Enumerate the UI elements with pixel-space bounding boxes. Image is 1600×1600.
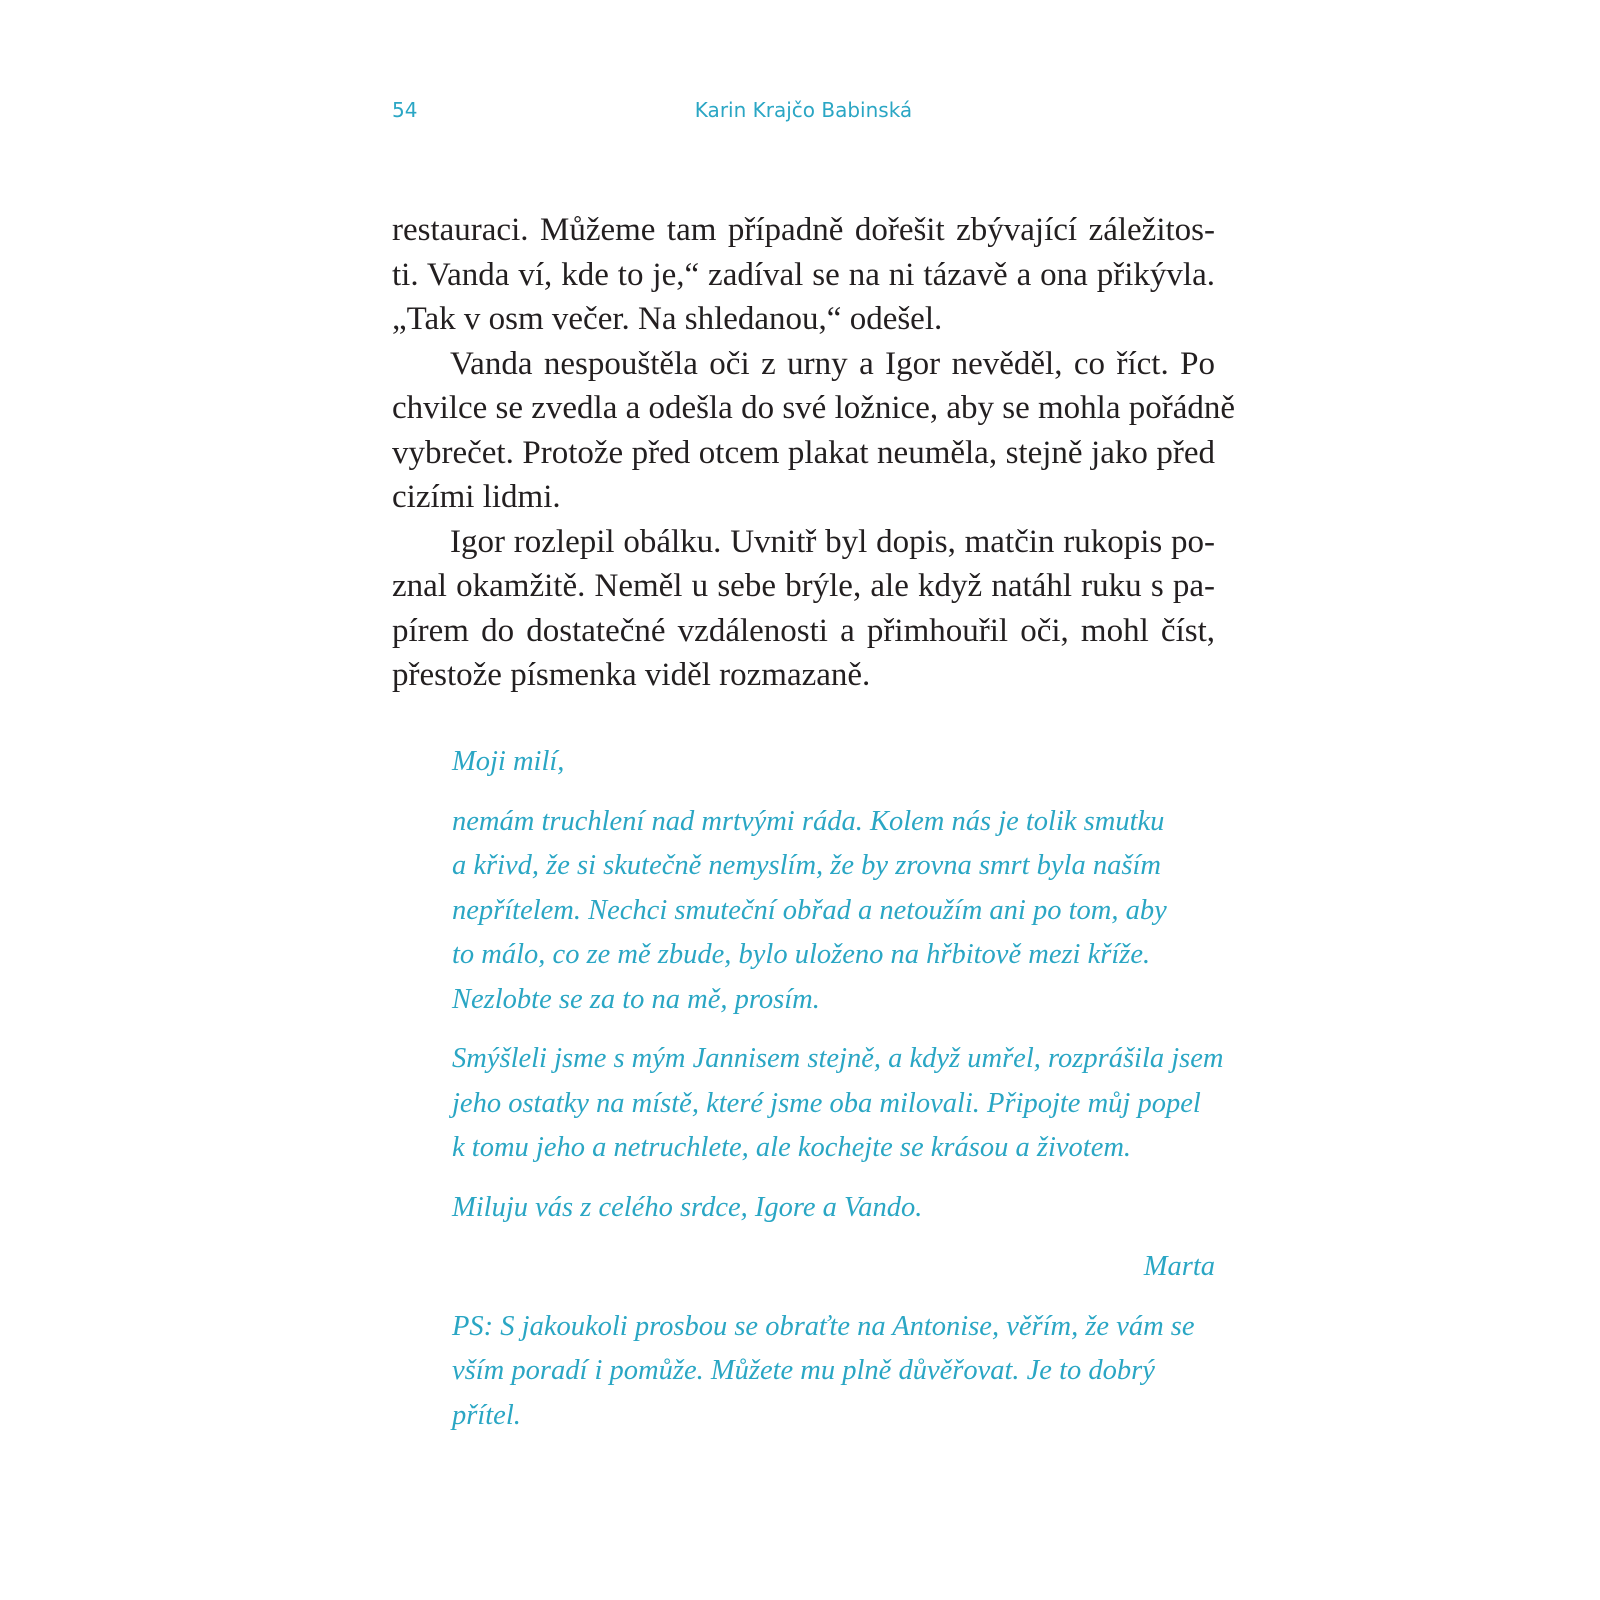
body-paragraph xyxy=(392,342,1235,520)
text-line: vybrečet. Protože před otcem plakat neuměla, stejně jako před xyxy=(392,434,1215,471)
letter-line: jeho ostatky na místě, které jsme oba milovali. Připojte můj popel xyxy=(452,1087,1201,1119)
signature-text: Marta xyxy=(1143,1251,1215,1282)
letter-paragraph xyxy=(452,800,1215,1023)
letter-postscript xyxy=(452,1305,1215,1439)
running-head-author: Karin Krajčo Babinská xyxy=(694,98,913,122)
letter-line: vším poradí i pomůže. Můžete mu plně důvěřovat. Je to dobrý xyxy=(452,1355,1155,1386)
text-line: restauraci. Můžeme tam případně dořešit zbývající záležitos- xyxy=(392,212,1215,248)
page-number: 54 xyxy=(392,98,418,122)
letter-paragraph xyxy=(452,1037,1224,1171)
letter-paragraph xyxy=(452,1186,1215,1231)
letter-line: Moji milí, xyxy=(452,746,565,777)
letter-line: PS: S jakoukoli prosbou se obraťte na Antonise, věřím, že vám se xyxy=(452,1310,1195,1342)
text-line: přestože písmenka viděl rozmazaně. xyxy=(392,657,871,693)
text-line: znal okamžitě. Neměl u sebe brýle, ale když natáhl ruku s pa- xyxy=(392,568,1215,604)
letter-line: Nezlobte se za to na mě, prosím. xyxy=(452,983,820,1015)
text-line: ti. Vanda ví, kde to je,“ zadíval se na ni tázavě a ona přikývla. xyxy=(392,256,1215,293)
letter-line: Miluju vás z celého srdce, Igore a Vando. xyxy=(452,1191,923,1223)
letter-line: a křivd, že si skutečně nemyslím, že by zrovna smrt byla naším xyxy=(452,850,1161,881)
body-text xyxy=(392,208,1235,698)
letter-line: k tomu jeho a netruchlete, ale kochejte se krásou a životem. xyxy=(452,1132,1132,1163)
body-paragraph xyxy=(392,208,1215,342)
text-line: Vanda nespouštěla oči z urny a Igor nevěděl, co říct. Po xyxy=(450,345,1215,382)
text-line: chvilce se zvedla a odešla do své ložnice, aby se mohla pořádně xyxy=(392,390,1235,426)
text-line: pírem do dostatečné vzdálenosti a přimhouřil oči, mohl číst, xyxy=(392,612,1215,649)
letter xyxy=(452,740,1224,1453)
letter-line: Smýšleli jsme s mým Jannisem stejně, a když umřel, rozprášila jsem xyxy=(452,1043,1224,1074)
letter-line: nemám truchlení nad mrtvými ráda. Kolem nás je tolik smutku xyxy=(452,805,1165,837)
page-header xyxy=(392,88,1215,128)
body-paragraph xyxy=(392,520,1215,698)
text-line: „Tak v osm večer. Na shledanou,“ odešel. xyxy=(392,301,943,337)
letter-line: to málo, co ze mě zbude, bylo uloženo na hřbitově mezi kříže. xyxy=(452,939,1151,970)
text-line: cizími lidmi. xyxy=(392,479,561,515)
letter-salutation xyxy=(452,740,1215,785)
letter-line: nepřítelem. Nechci smuteční obřad a netoužím ani po tom, aby xyxy=(452,894,1167,926)
letter-line: přítel. xyxy=(452,1399,521,1431)
letter-signature xyxy=(452,1245,1215,1290)
text-line: Igor rozlepil obálku. Uvnitř byl dopis, matčin rukopis po- xyxy=(450,523,1215,560)
